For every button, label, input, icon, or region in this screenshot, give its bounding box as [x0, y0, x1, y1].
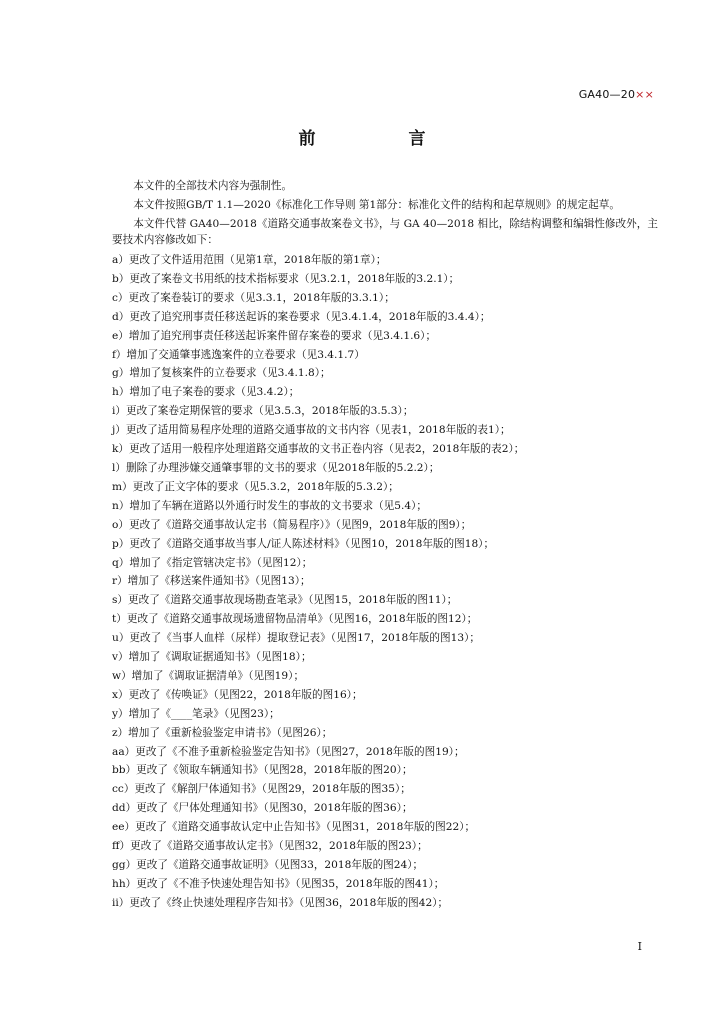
- standard-code-prefix: GA40—20: [578, 88, 636, 101]
- list-item: u）更改了《当事人血样（尿样）提取登记表》（见图17，2018年版的图13）；: [112, 632, 480, 645]
- list-item: m）更改了正文字体的要求（见5.3.2，2018年版的5.3.2）；: [112, 480, 399, 493]
- list-item: y）增加了《____笔录》（见图23）；: [112, 707, 280, 720]
- list-item: ee）更改了《道路交通事故认定中止告知书》（见图31，2018年版的图22）；: [112, 821, 476, 834]
- list-item: w）增加了《调取证据清单》（见图19）；: [112, 669, 305, 682]
- list-item: p）更改了《道路交通事故当事人/证人陈述材料》（见图10，2018年版的图18）；: [112, 537, 495, 550]
- list-item: c）更改了案卷装订的要求（见3.3.1，2018年版的3.3.1）；: [112, 291, 395, 304]
- list-item: b）更改了案卷文书用纸的技术指标要求（见3.2.1，2018年版的3.2.1）；: [112, 272, 460, 285]
- page-number: I: [637, 940, 642, 953]
- list-item: k）更改了适用一般程序处理道路交通事故的文书正卷内容（见表2，2018年版的表2）；: [112, 443, 525, 456]
- list-item: r）增加了《移送案件通知书》（见图13）；: [112, 575, 311, 588]
- list-item: n）增加了车辆在道路以外通行时发生的事故的文书要求（见5.4）；: [112, 499, 427, 512]
- foreword-body: [112, 178, 658, 913]
- list-item: l）删除了办理涉嫌交通肇事罪的文书的要求（见2018年版的5.2.2）；: [112, 461, 440, 474]
- list-item: f）增加了交通肇事逃逸案件的立卷要求（见3.4.1.7）: [112, 348, 365, 361]
- paragraph-mandatory: 本文件的全部技术内容为强制性。: [133, 180, 293, 192]
- list-item: a）更改了文件适用范围（见第1章，2018年版的第1章）；: [112, 254, 387, 266]
- list-item: h）增加了电子案卷的要求（见3.4.2）；: [112, 386, 300, 399]
- list-item: gg）更改了《道路交通事故证明》（见图33，2018年版的图24）；: [112, 859, 424, 871]
- standard-code: [579, 88, 654, 101]
- changes-list: [112, 251, 658, 913]
- list-item: bb）更改了《领取车辆通知书》（见图28，2018年版的图20）；: [112, 764, 413, 777]
- list-item: aa）更改了《不准予重新检验鉴定告知书》（见图27，2018年版的图19）；: [112, 745, 465, 758]
- paragraph-replacement: 本文件代替 GA40—2018《道路交通事故案卷文书》，与 GA 40—2018 相比，除结构调整和编辑性修改外，主要技术内容修改如下：: [112, 218, 658, 246]
- list-item: j）更改了适用简易程序处理的道路交通事故的文书内容（见表1，2018年版的表1）；: [112, 424, 511, 437]
- list-item: t）更改了《道路交通事故现场遗留物品清单》（见图16，2018年版的图12）；: [112, 613, 478, 626]
- list-item: d）更改了追究刑事责任移送起诉的案卷要求（见3.4.1.4，2018年版的3.4.4）；: [112, 310, 491, 323]
- list-item: q）增加了《指定管辖决定书》（见图12）；: [112, 556, 313, 569]
- list-item: ff）更改了《道路交通事故认定书》（见图32，2018年版的图23）；: [112, 840, 428, 853]
- list-item: dd）更改了《尸体处理通知书》（见图30，2018年版的图36）；: [112, 802, 413, 815]
- list-item: cc）更改了《解剖尸体通知书》（见图29，2018年版的图35）；: [112, 783, 411, 796]
- list-item: o）更改了《道路交通事故认定书（简易程序）》（见图9，2018年版的图9）；: [112, 518, 472, 531]
- standard-code-placeholder: ××: [635, 88, 654, 101]
- list-item: v）增加了《调取证据通知书》（见图18）；: [112, 651, 312, 664]
- list-item: z）增加了《重新检验鉴定申请书》（见图26）；: [112, 726, 333, 739]
- list-item: ii）更改了《终止快速处理程序告知书》（见图36，2018年版的图42）；: [112, 896, 449, 909]
- list-item: x）更改了《传唤证》（见图22，2018年版的图16）；: [112, 688, 363, 701]
- list-item: e）增加了追究刑事责任移送起诉案件留存案卷的要求（见3.4.1.6）；: [112, 329, 437, 342]
- list-item: hh）更改了《不准予快速处理告知书》（见图35，2018年版的图41）；: [112, 877, 445, 890]
- page-title: 前 言: [298, 129, 464, 149]
- list-item: i）更改了案卷定期保管的要求（见3.5.3，2018年版的3.5.3）；: [112, 405, 414, 418]
- list-item: g）增加了复核案件的立卷要求（见3.4.1.8）；: [112, 367, 331, 380]
- list-item: s）更改了《道路交通事故现场勘查笔录》（见图15，2018年版的图11）；: [112, 594, 458, 607]
- paragraph-drafting-rule: 本文件按照GB/T 1.1—2020《标准化工作导则 第1部分：标准化文件的结构和起草规则》的规定起草。: [133, 199, 620, 211]
